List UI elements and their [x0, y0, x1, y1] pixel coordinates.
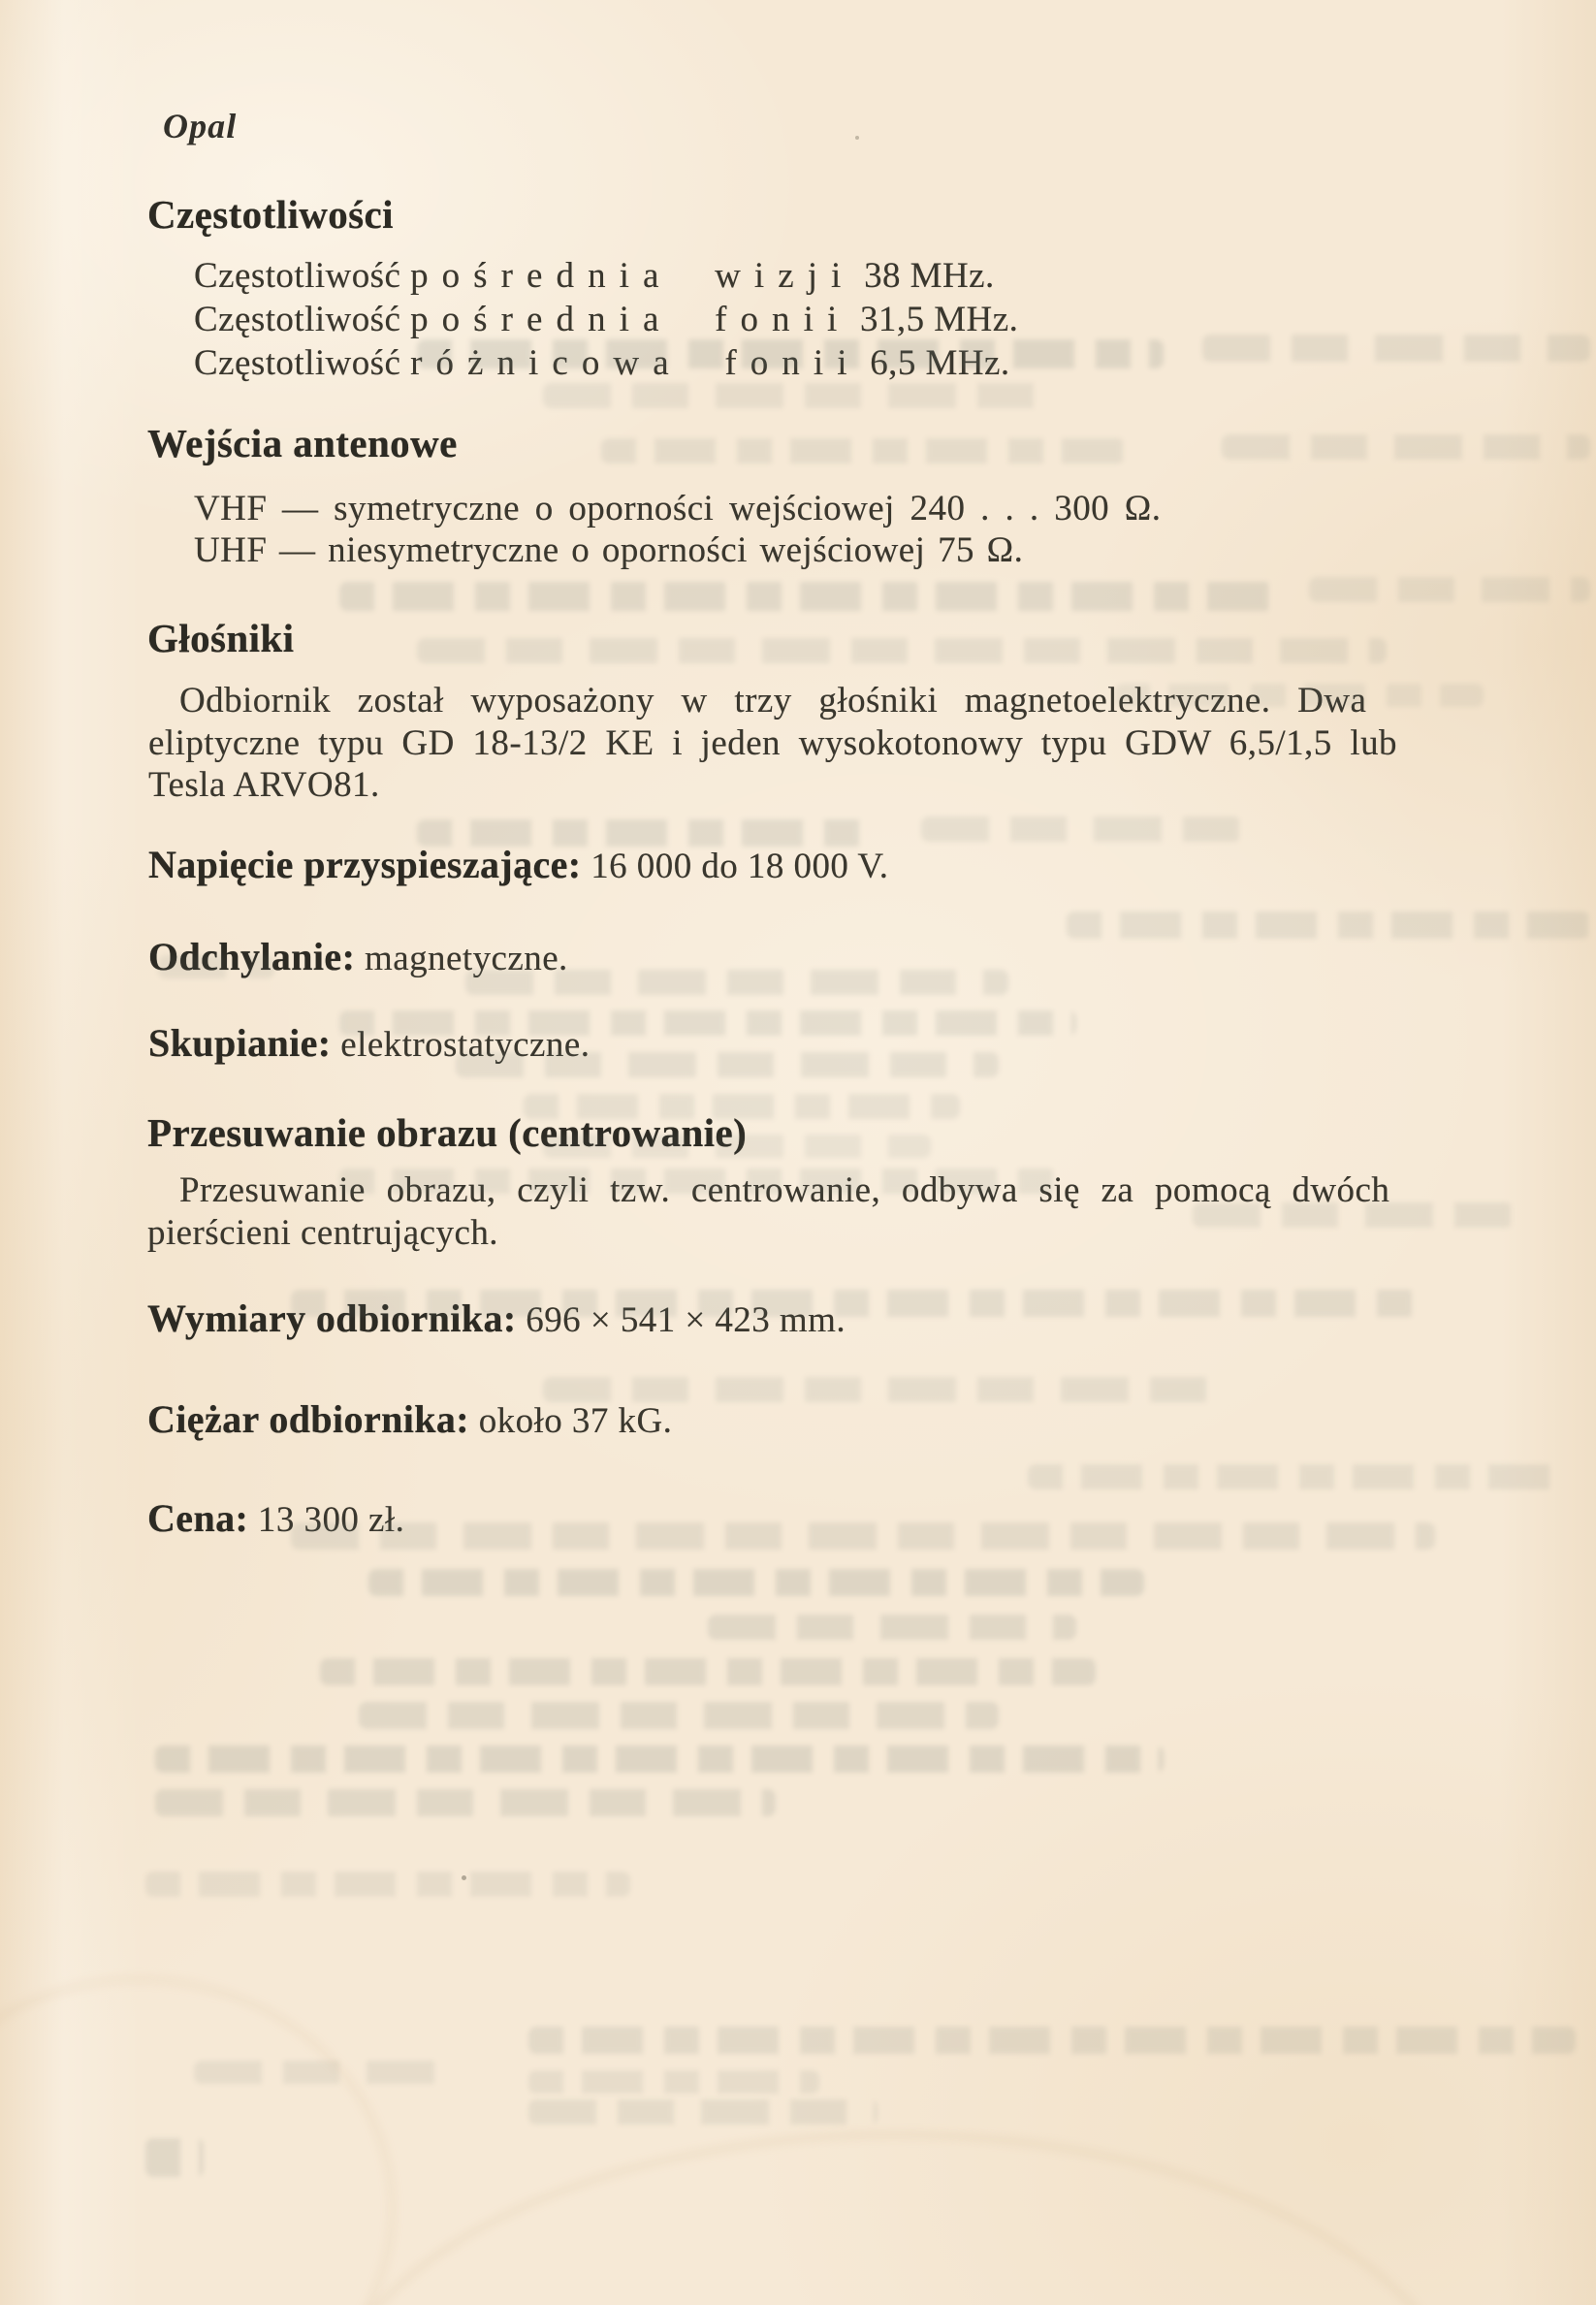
bleed-through-smudge — [1193, 1202, 1513, 1228]
spec-value: 16 000 do 18 000 V. — [581, 847, 889, 886]
frequency-value: 6,5 MHz. — [860, 343, 1010, 383]
bleed-through-smudge — [921, 816, 1241, 842]
spec-weight — [147, 1397, 673, 1441]
frequency-prefix: Częstotliwość — [194, 300, 411, 339]
spec-label: Napięcie przyspieszające: — [148, 843, 582, 886]
frequency-prefix: Częstotliwość — [194, 343, 411, 383]
spec-value: elektrostatyczne. — [331, 1025, 591, 1065]
frequency-term: różnicowa fonii — [410, 343, 861, 383]
bleed-through-smudge — [543, 383, 1047, 408]
frequency-line-vision — [194, 258, 995, 294]
bleed-through-smudge — [1028, 1464, 1571, 1489]
water-stain — [320, 2133, 1470, 2305]
bleed-through-smudge — [339, 582, 1290, 611]
ink-speck — [855, 136, 859, 140]
speakers-paragraph-line: eliptyczne typu GD 18-13/2 KE i jeden wysokotonowy typu GDW 6,5/1,5 lub — [148, 723, 1398, 763]
spec-label: Odchylanie: — [148, 935, 356, 978]
speakers-paragraph-line: Odbiornik został wyposażony w trzy głośniki magnetoelektryczne. Dwa — [179, 681, 1367, 720]
spec-value: 13 300 zł. — [248, 1500, 405, 1540]
bleed-through-smudge — [339, 1010, 1076, 1036]
bleed-through-smudge — [145, 1872, 630, 1897]
bleed-through-smudge — [601, 438, 1125, 464]
page-title: Opal — [163, 107, 238, 145]
bleed-through-smudge — [368, 1569, 1144, 1596]
bleed-through-smudge — [1222, 434, 1590, 460]
frequencies-heading: Częstotliwości — [147, 192, 394, 237]
bleed-through-smudge — [417, 638, 1387, 663]
spec-label: Skupianie: — [148, 1021, 332, 1065]
bleed-through-smudge — [155, 1745, 1164, 1773]
spec-value: około 37 kG. — [469, 1401, 673, 1441]
spec-value: magnetyczne. — [355, 939, 568, 978]
antenna-line-uhf: UHF — niesymetryczne o oporności wejściowej 75 Ω. — [194, 530, 1024, 570]
bleed-through-smudge — [1202, 335, 1590, 362]
bleed-through-smudge — [291, 1522, 1435, 1550]
bleed-through-smudge — [155, 1789, 776, 1816]
bleed-through-smudge — [528, 2027, 1576, 2054]
speakers-heading: Głośniki — [147, 616, 295, 660]
antenna-line-vhf: VHF — symetryczne o oporności wejściowej 240 . . . 300 Ω. — [194, 489, 1162, 528]
centering-paragraph-line: Przesuwanie obrazu, czyli tzw. centrowanie, odbywa się za pomocą dwóch — [179, 1170, 1390, 1210]
bleed-through-smudge — [417, 819, 873, 847]
speakers-paragraph-line: Tesla ARVO81. — [148, 765, 380, 805]
bleed-through-smudge — [1309, 577, 1590, 602]
water-stain — [0, 1978, 394, 2305]
spec-accelerating-voltage — [148, 843, 889, 886]
spec-label: Cena: — [147, 1496, 249, 1540]
frequency-prefix: Częstotliwość — [194, 256, 411, 296]
bleed-through-smudge — [543, 1135, 931, 1158]
centering-paragraph-line: pierścieni centrujących. — [147, 1213, 498, 1253]
bleed-through-smudge — [528, 2099, 878, 2125]
ink-speck — [462, 1875, 466, 1880]
antenna-heading: Wejścia antenowe — [147, 421, 458, 465]
spec-value: 696 × 541 × 423 mm. — [516, 1300, 846, 1340]
bleed-through-smudge — [291, 1290, 1416, 1317]
frequency-value: 38 MHz. — [854, 256, 995, 296]
frequency-line-sound — [194, 302, 1018, 337]
frequency-term: pośrednia wizji — [410, 256, 855, 296]
spec-label: Ciężar odbiornika: — [147, 1397, 470, 1441]
bleed-through-smudge — [359, 1702, 999, 1729]
bleed-through-smudge — [543, 1377, 1222, 1402]
bleed-through-smudge — [524, 1094, 960, 1119]
bleed-through-smudge — [417, 339, 1164, 368]
bleed-through-smudge — [339, 1169, 1057, 1194]
centering-heading: Przesuwanie obrazu (centrowanie) — [147, 1110, 748, 1155]
bleed-through-smudge — [320, 1658, 1096, 1685]
bleed-through-smudge — [708, 1615, 1076, 1640]
bleed-through-smudge — [456, 1052, 999, 1077]
bleed-through-smudge — [528, 2070, 819, 2094]
bleed-through-smudge — [1115, 684, 1484, 707]
frequency-term: pośrednia fonii — [410, 300, 851, 339]
spec-label: Wymiary odbiornika: — [147, 1297, 517, 1340]
bleed-through-smudge — [465, 970, 1008, 995]
bleed-through-smudge — [158, 955, 274, 978]
bleed-through-smudge — [1067, 912, 1590, 939]
frequency-value: 31,5 MHz. — [850, 300, 1019, 339]
